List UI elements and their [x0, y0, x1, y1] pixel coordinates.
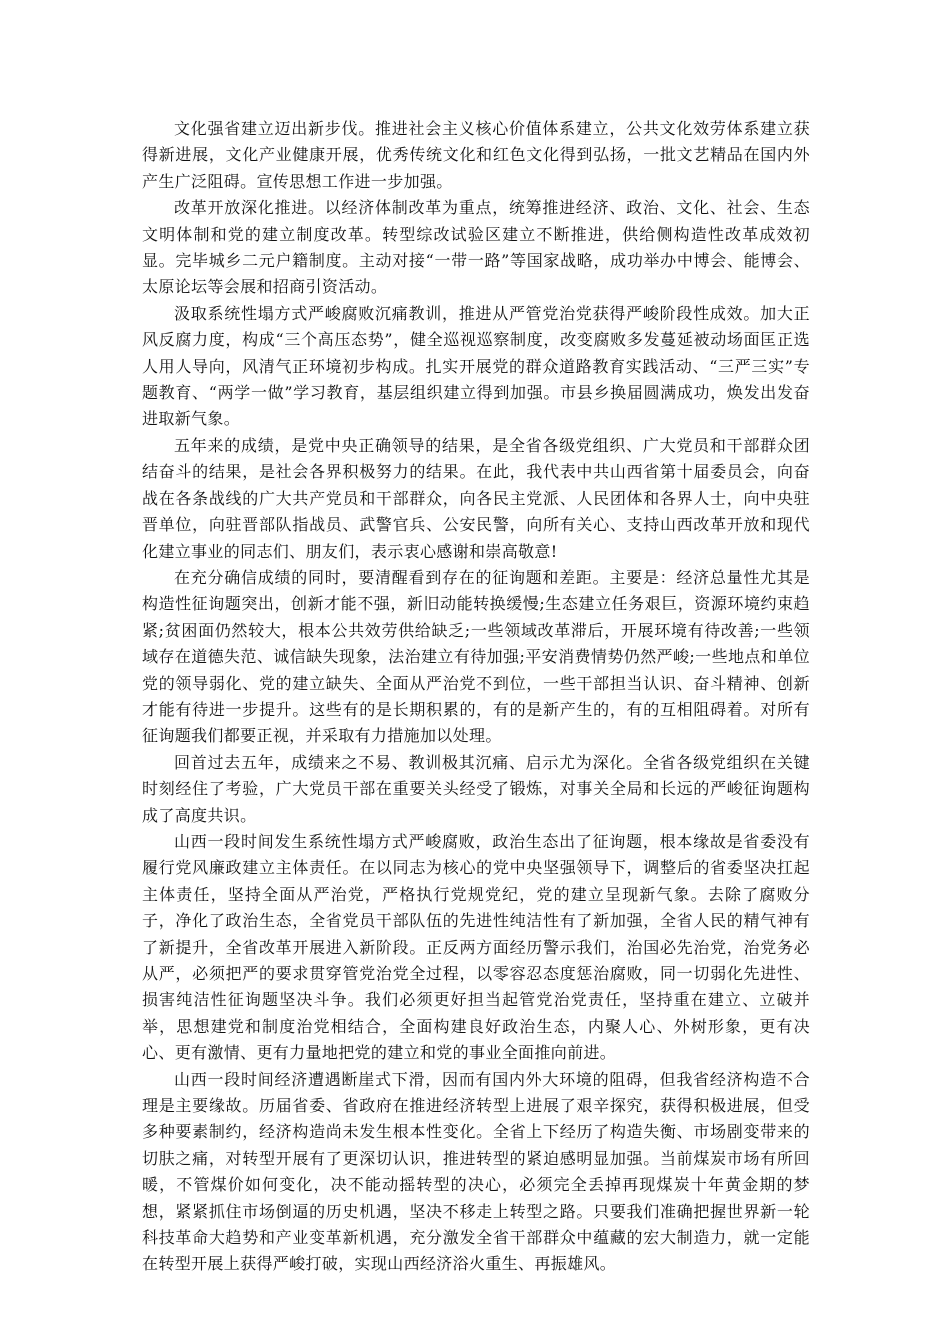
paragraph-problems: 在充分确信成绩的同时，要清醒看到存在的征询题和差距。主要是：经济总量性尤其是构造性征询题突出，创新才能不强，新旧动能转换缓慢;生态建立任务艰巨，资源环境约束趋紧;贫困面仍然较大，根本公共效劳供给缺乏;一些领域改革滞后，开展环境有待改善;一些领域存在道德失范、诚信缺失现象，法治建立有待加强;平安消费情势仍然严峻;一些地点和单位党的领导弱化、党的建立缺失、全面从严治党不到位，一些干部担当认识、奋斗精神、创新才能有待进一步提升。这些有的是长期积累的，有的是新产生的，有的互相阻碍着。对所有征询题我们都要正视，并采取有力措施加以处理。 [142, 567, 810, 746]
paragraph-culture: 文化强省建立迈出新步伐。推进社会主义核心价值体系建立，公共文化效劳体系建立获得新进展，文化产业健康开展，优秀传统文化和红色文化得到弘扬，一批文艺精品在国内外产生广泛阻碍。宣传思想工作进一步加强。 [142, 119, 810, 191]
paragraph-party-building: 山西一段时间发生系统性塌方式严峻腐败，政治生态出了征询题，根本缘故是省委没有履行党风廉政建立主体责任。在以同志为核心的党中央坚强领导下，调整后的省委坚决扛起主体责任，坚持全面从严治党，严格执行党规党纪，党的建立呈现新气象。去除了腐败分子，净化了政治生态，全省党员干部队伍的先进性纯洁性有了新加强，全省人民的精气神有了新提升，全省改革开展进入新阶段。正反两方面经历警示我们，治国必先治党，治党务必从严，必须把严的要求贯穿管党治党全过程，以零容忍态度惩治腐败，同一切弱化先进性、损害纯洁性征询题坚决斗争。我们必须更好担当起管党治党责任，坚持重在建立、立破并举，思想建党和制度治党相结合，全面构建良好政治生态，内聚人心、外树形象，更有决心、更有激情、更有力量地把党的建立和党的事业全面推向前进。 [142, 831, 810, 1063]
paragraph-reform: 改革开放深化推进。以经济体制改革为重点，统筹推进经济、政治、文化、社会、生态文明体制和党的建立制度改革。转型综改试验区建立不断推进，供给侧构造性改革成效初显。完毕城乡二元户籍制度。主动对接“一带一路”等国家战略，成功举办中博会、能博会、太原论坛等会展和招商引资活动。 [142, 198, 810, 297]
document-body [142, 116, 810, 1278]
paragraph-economy: 山西一段时间经济遭遇断崖式下滑，因而有国内外大环境的阻碍，但我省经济构造不合理是主要缘故。历届省委、省政府在推进经济转型上进展了艰辛探究，获得积极进展，但受多种要素制约，经济构造尚未发生根本性变化。全省上下经历了构造失衡、市场剧变带来的切肤之痛，对转型开展有了更深切认识，推进转型的紧迫感明显加强。当前煤炭市场有所回暖，不管煤价如何变化，决不能动摇转型的决心，必须完全丢掉再现煤炭十年黄金期的梦想，紧紧抓住市场倒逼的历史机遇，坚决不移走上转型之路。只要我们准确把握世界新一轮科技革命大趋势和产业变革新机遇，充分激发全省干部群众中蕴藏的宏大制造力，就一定能在转型开展上获得严峻打破，实现山西经济浴火重生、再振雄风。 [142, 1069, 810, 1274]
paragraph-achievements: 五年来的成绩，是党中央正确领导的结果，是全省各级党组织、广大党员和干部群众团结奋斗的结果，是社会各界积极努力的结果。在此，我代表中共山西省第十届委员会，向奋战在各条战线的广大共产党员和干部群众，向各民主党派、人民团体和各界人士，向中央驻晋单位，向驻晋部队指战员、武警官兵、公安民警，向所有关心、支持山西改革开放和现代化建立事业的同志们、朋友们，表示衷心感谢和崇高敬意! [142, 435, 810, 561]
paragraph-anti-corruption: 汲取系统性塌方式严峻腐败沉痛教训，推进从严管党治党获得严峻阶段性成效。加大正风反腐力度，构成“三个高压态势”，健全巡视巡察制度，改变腐败多发蔓延被动场面匡正选人用人导向，风清气正环境初步构成。扎实开展党的群众道路教育实践活动、“三严三实”专题教育、“两学一做”学习教育，基层组织建立得到加强。市县乡换届圆满成功，焕发出发奋进取新气象。 [142, 303, 810, 429]
paragraph-review: 回首过去五年，成绩来之不易、教训极其沉痛、启示尤为深化。全省各级党组织在关键时刻经住了考验，广大党员干部在重要关头经受了锻炼，对事关全局和长远的严峻征询题构成了高度共识。 [142, 752, 810, 825]
